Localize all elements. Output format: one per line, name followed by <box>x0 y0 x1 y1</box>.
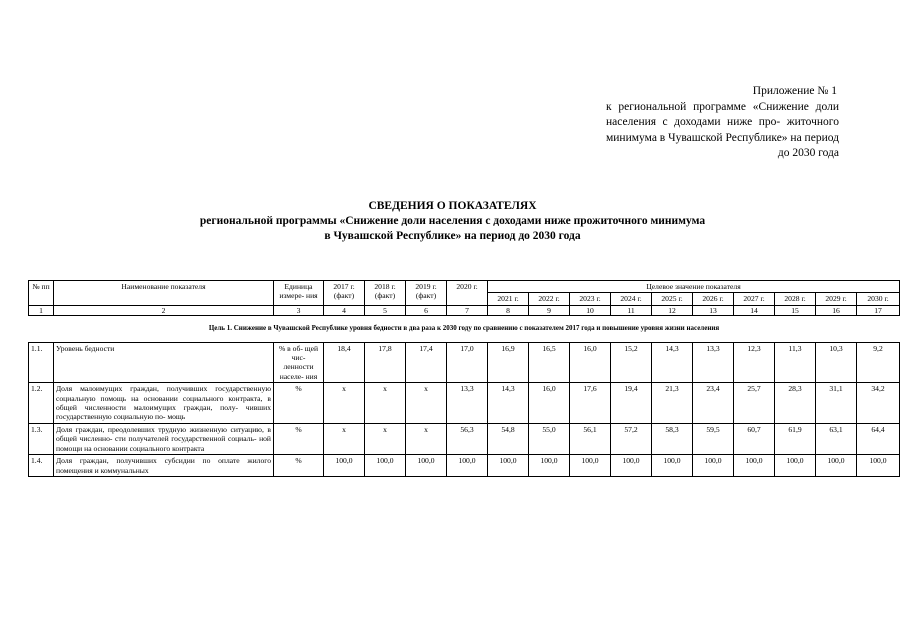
column-number: 1 <box>29 305 54 315</box>
row-number: 1.2. <box>29 383 54 424</box>
value-cell: 16,0 <box>570 342 611 383</box>
value-cell: 100,0 <box>816 455 857 477</box>
value-cell: 17,8 <box>365 342 406 383</box>
header-name: Наименование показателя <box>54 281 274 306</box>
value-cell: 100,0 <box>734 455 775 477</box>
header-2017: 2017 г. (факт) <box>324 281 365 306</box>
value-cell: 100,0 <box>857 455 900 477</box>
value-cell: x <box>365 423 406 454</box>
column-number: 9 <box>529 305 570 315</box>
value-cell: 100,0 <box>324 455 365 477</box>
value-cell: 16,9 <box>488 342 529 383</box>
value-cell: 55,0 <box>529 423 570 454</box>
column-number: 12 <box>652 305 693 315</box>
value-cell: 100,0 <box>570 455 611 477</box>
value-cell: 25,7 <box>734 383 775 424</box>
header-year: 2021 г. <box>488 293 529 305</box>
appendix-text: к региональной программе «Снижение доли населения с доходами ниже про- житочного минимума в Чувашской Республике» на период до 2030 года <box>606 100 839 159</box>
value-cell: 17,4 <box>406 342 447 383</box>
value-cell: 100,0 <box>611 455 652 477</box>
value-cell: 14,3 <box>652 342 693 383</box>
table-row <box>29 342 900 383</box>
value-cell: 100,0 <box>775 455 816 477</box>
value-cell: x <box>324 383 365 424</box>
column-number: 10 <box>570 305 611 315</box>
column-number: 5 <box>365 305 406 315</box>
value-cell: x <box>406 423 447 454</box>
value-cell: 58,3 <box>652 423 693 454</box>
value-cell: x <box>365 383 406 424</box>
header-year: 2023 г. <box>570 293 611 305</box>
column-number: 8 <box>488 305 529 315</box>
value-cell: 100,0 <box>488 455 529 477</box>
column-number: 17 <box>857 305 900 315</box>
value-cell: 100,0 <box>406 455 447 477</box>
header-num: № пп <box>29 281 54 306</box>
column-number: 6 <box>406 305 447 315</box>
value-cell: 100,0 <box>652 455 693 477</box>
value-cell: 100,0 <box>365 455 406 477</box>
row-number: 1.4. <box>29 455 54 477</box>
header-year: 2028 г. <box>775 293 816 305</box>
table-row <box>29 423 900 454</box>
column-numbers-row <box>29 305 900 315</box>
value-cell: 56,1 <box>570 423 611 454</box>
header-year: 2029 г. <box>816 293 857 305</box>
value-cell: 16,5 <box>529 342 570 383</box>
value-cell: 19,4 <box>611 383 652 424</box>
header-year: 2030 г. <box>857 293 900 305</box>
appendix-note <box>606 84 839 162</box>
header-unit: Единица измере- ния <box>274 281 324 306</box>
title-line-2: региональной программы «Снижение доли населения с доходами ниже прожиточного минимума <box>199 215 706 227</box>
value-cell: 11,3 <box>775 342 816 383</box>
header-2018: 2018 г. (факт) <box>365 281 406 306</box>
value-cell: 16,0 <box>529 383 570 424</box>
column-number: 15 <box>775 305 816 315</box>
header-year: 2022 г. <box>529 293 570 305</box>
value-cell: 63,1 <box>816 423 857 454</box>
value-cell: x <box>406 383 447 424</box>
value-cell: 28,3 <box>775 383 816 424</box>
value-cell: 59,5 <box>693 423 734 454</box>
header-year: 2025 г. <box>652 293 693 305</box>
title-line-3: в Чувашской Республике» на период до 2030 года <box>324 230 581 242</box>
column-number: 2 <box>54 305 274 315</box>
value-cell: 34,2 <box>857 383 900 424</box>
header-target: Целевое значение показателя <box>488 281 900 293</box>
header-2019: 2019 г. (факт) <box>406 281 447 306</box>
value-cell: 23,4 <box>693 383 734 424</box>
header-year: 2027 г. <box>734 293 775 305</box>
value-cell: 64,4 <box>857 423 900 454</box>
value-cell: 15,2 <box>611 342 652 383</box>
value-cell: 12,3 <box>734 342 775 383</box>
value-cell: 14,3 <box>488 383 529 424</box>
value-cell: 18,4 <box>324 342 365 383</box>
value-cell: 61,9 <box>775 423 816 454</box>
value-cell: x <box>324 423 365 454</box>
indicators-table-wrapper <box>28 280 889 477</box>
column-number: 3 <box>274 305 324 315</box>
unit-cell: % <box>274 383 324 424</box>
table-row <box>29 383 900 424</box>
value-cell: 10,3 <box>816 342 857 383</box>
value-cell: 57,2 <box>611 423 652 454</box>
value-cell: 21,3 <box>652 383 693 424</box>
column-number: 7 <box>447 305 488 315</box>
header-year: 2026 г. <box>693 293 734 305</box>
goal-text: Цель 1. Снижение в Чувашской Республике уровня бедности в два раза к 2030 году по сравнению с показателем 2017 года и повышение уровня жизни населения <box>29 316 900 342</box>
appendix-number: Приложение № 1 <box>752 85 837 97</box>
column-number: 16 <box>816 305 857 315</box>
indicator-name: Доля граждан, получивших субсидии по оплате жилого помещения и коммунальных <box>54 455 274 477</box>
header-year: 2024 г. <box>611 293 652 305</box>
value-cell: 100,0 <box>693 455 734 477</box>
value-cell: 9,2 <box>857 342 900 383</box>
value-cell: 17,0 <box>447 342 488 383</box>
unit-cell: % <box>274 455 324 477</box>
column-number: 13 <box>693 305 734 315</box>
indicators-table <box>28 280 900 477</box>
unit-cell: % в об- щей чис- ленности населе- ния <box>274 342 324 383</box>
value-cell: 60,7 <box>734 423 775 454</box>
column-number: 4 <box>324 305 365 315</box>
column-number: 11 <box>611 305 652 315</box>
value-cell: 100,0 <box>447 455 488 477</box>
indicator-rows <box>29 342 900 476</box>
title-line-1: СВЕДЕНИЯ О ПОКАЗАТЕЛЯХ <box>368 200 537 212</box>
value-cell: 56,3 <box>447 423 488 454</box>
value-cell: 54,8 <box>488 423 529 454</box>
unit-cell: % <box>274 423 324 454</box>
value-cell: 13,3 <box>693 342 734 383</box>
goal-row <box>29 316 900 342</box>
header-row <box>29 281 900 293</box>
indicator-name: Доля граждан, преодолевших трудную жизненную ситуацию, в общей численно- сти получателей государственной социаль- ной помощи на основании социального контракта <box>54 423 274 454</box>
row-number: 1.3. <box>29 423 54 454</box>
value-cell: 100,0 <box>529 455 570 477</box>
document-title <box>60 199 845 244</box>
value-cell: 13,3 <box>447 383 488 424</box>
value-cell: 17,6 <box>570 383 611 424</box>
column-number: 14 <box>734 305 775 315</box>
value-cell: 31,1 <box>816 383 857 424</box>
table-row <box>29 455 900 477</box>
indicator-name: Доля малоимущих граждан, получивших государственную социальную помощь на основании социального контракта, в общей численности малоимущих граждан, полу- чивших государственную социальную по- мощь <box>54 383 274 424</box>
indicator-name: Уровень бедности <box>54 342 274 383</box>
row-number: 1.1. <box>29 342 54 383</box>
header-2020: 2020 г. <box>447 281 488 306</box>
